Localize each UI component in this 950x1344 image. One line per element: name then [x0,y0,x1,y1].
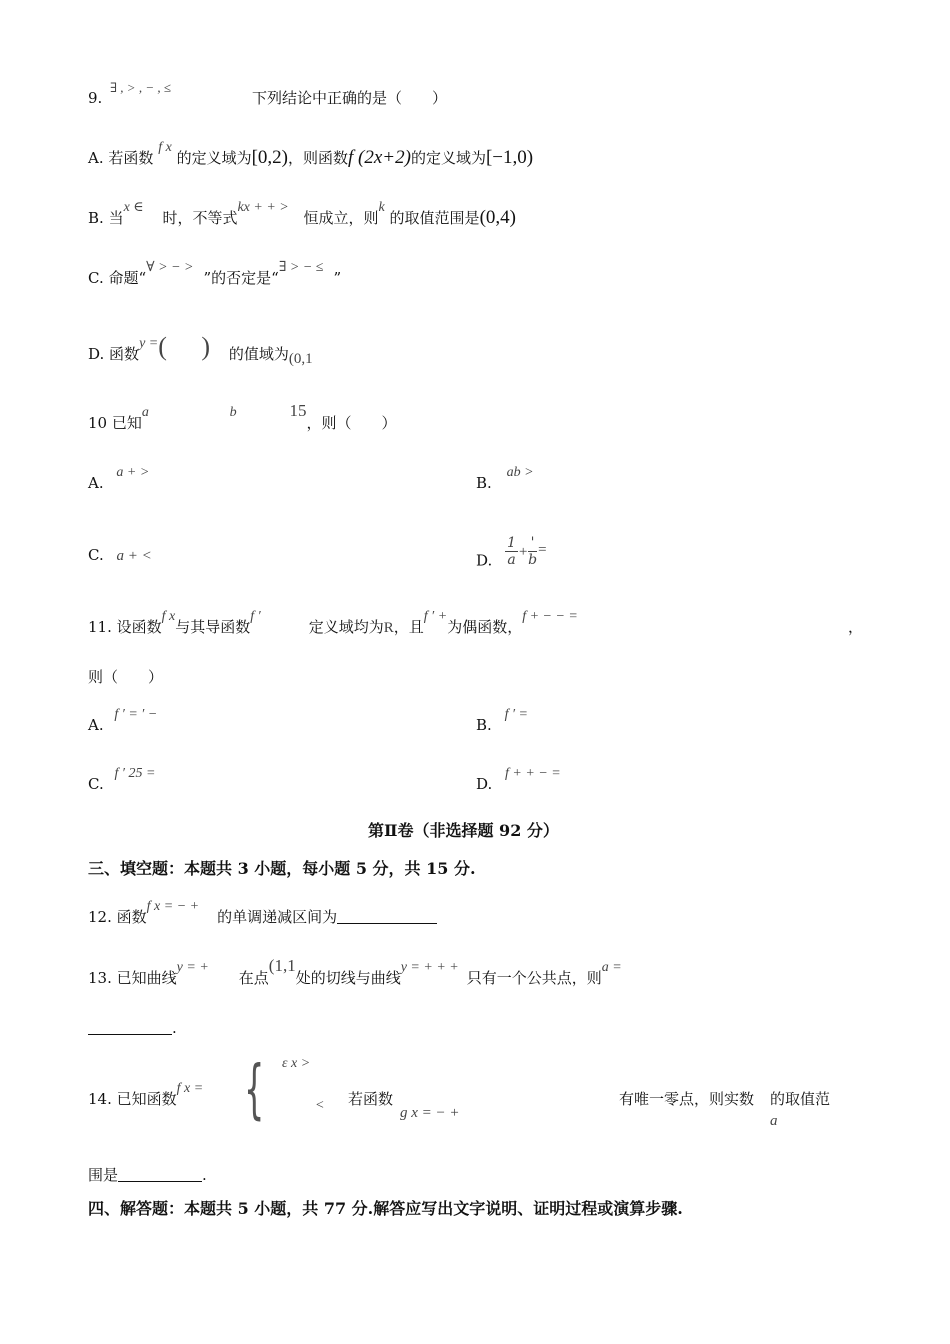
question-text: 函数 [116,908,147,926]
q10-option-c [88,545,152,566]
q9-option-a [88,140,534,170]
math: x ∈ [123,200,144,215]
fraction: $\frac{1}{a}$ [507,535,516,568]
math: f + + − = [505,766,561,781]
q14-answer-line: 围是 . [88,1166,207,1184]
math: y = + + + [400,960,459,975]
question-text: ，且 [393,618,424,636]
q12 [88,899,437,929]
option-label: C. [88,269,104,287]
math: f x = − + [146,899,200,914]
math: f ′ = ′ − [114,707,158,722]
q9-option-c [88,260,342,290]
q13 [88,956,622,990]
q14-math-g: g x = − + [400,1105,460,1121]
option-label: D. [476,775,493,793]
q9-option-b [88,200,516,230]
question-text: 的取值范 [770,1090,831,1108]
math: f (2x+2) [348,147,411,168]
math: f x [158,140,172,155]
question-text: 若函数 [348,1090,394,1108]
answer-blank[interactable] [337,909,437,924]
option-label: A. [88,716,104,734]
answer-blank[interactable] [118,1167,202,1182]
math: y = + [176,960,209,975]
math: ∀ > − > [146,260,194,275]
math: [0,2) [251,147,288,168]
question-number: 12. [88,908,112,926]
option-label: B. [88,209,104,227]
question-text: 为偶函数， [447,618,523,636]
question-text: 有唯一零点，则实数 [619,1090,755,1108]
math: (1,1 [268,956,296,975]
math: 15 [289,401,307,420]
answer-blank[interactable] [88,1020,172,1035]
piecewise-case-1: ε x > [282,1056,311,1071]
question-text: 已知函数 [116,1090,177,1108]
option-text: 的定义域为 [176,149,252,167]
question-number: 14. [88,1090,112,1108]
q14-stem-3 [619,1089,830,1109]
q10-option-d: D. $\frac{1}{a}$ + $\frac{'}{b}$ = [476,535,548,570]
math: [−1,0) [485,147,534,168]
q13-answer-line: . [88,1018,177,1038]
question-number: 11. [88,618,112,636]
question-text: 已知 [111,414,142,432]
question-text: 与其导函数 [175,618,251,636]
piecewise-case-2: < [315,1098,325,1113]
q14-var-a: a [770,1113,778,1129]
q11-stem [88,609,578,639]
option-text: ”的否定是“ [203,269,279,287]
option-text: ，则函数 [288,149,349,167]
math: R [383,620,394,636]
question-number: 13. [88,969,112,987]
question-text: 围是 [88,1166,119,1184]
option-text: 若函数 [108,149,154,167]
option-text: 函数 [109,345,140,363]
math: (0,4) [479,207,516,228]
math: ab > [506,465,534,480]
math: a + < [116,548,152,564]
section3-heading: 三、填空题：本题共 3 小题，每小题 5 分，共 15 分. [88,859,476,878]
part2-title: 第Ⅱ卷（非选择题 92 分） [368,821,559,840]
question-text: 只有一个公共点，则 [466,969,602,987]
q9-number: 9. [88,89,103,107]
option-text: 的定义域为 [410,149,486,167]
option-text: 的取值范围是 [389,209,480,227]
math: y = [139,336,159,351]
math: kx + + > [237,200,289,215]
q10-option-a [88,465,150,495]
q10-option-b [476,465,534,495]
option-text: 的值域为 [228,345,289,363]
question-text: 定义域均为 [308,618,384,636]
q11-then: 则（ ） [88,668,164,686]
option-label: C. [88,775,104,793]
q9-option-d [88,332,313,367]
question-text: 已知曲线 [116,969,177,987]
math: f ′ = [504,707,528,722]
q14-stem [88,1081,204,1111]
option-text: 命题“ [108,269,147,287]
question-text: 在点 [238,969,269,987]
option-label: D. [88,345,105,363]
piecewise-brace: { [244,1053,265,1127]
math: k [378,200,385,215]
q11-option-a [88,707,158,737]
question-text: 处的切线与曲线 [295,969,401,987]
q10-stem [88,401,397,435]
q11-comma: ， [848,618,864,636]
math: ∃ > − ≤ [278,260,324,275]
math: a = [601,960,622,975]
math: f ′ 25 = [114,766,156,781]
math: a [141,405,149,420]
math: f + − − = [522,609,578,624]
math: (0,1 [288,351,313,367]
question-text: 设函数 [116,618,162,636]
section4-heading: 四、解答题：本题共 5 小题，共 77 分.解答应写出文字说明、证明过程或演算步骤. [88,1199,683,1218]
option-label: B. [476,474,492,492]
question-text: 的单调递减区间为 [217,908,338,926]
math: f x = [176,1081,204,1096]
q11-option-d [476,766,561,796]
option-label: C. [88,546,104,564]
option-label: A. [88,474,104,492]
q14-stem-2 [348,1089,393,1109]
question-text: ，则（ ） [306,414,397,432]
option-text: 恒成立，则 [303,209,379,227]
math: f x [161,609,176,624]
fraction: $\frac{'}{b}$ [528,535,538,568]
option-label: D. [476,551,493,570]
math: ( ) [158,332,225,361]
question-number: 10 [88,414,108,432]
q11-option-c [88,766,156,796]
math: f ′ + [423,609,448,624]
q9-stem-text: 下列结论中正确的是（ ） [252,89,448,107]
math: a + > [116,465,150,480]
option-label: B. [476,716,492,734]
q9-stem-math: ∃ , > , − , ≤ [110,80,171,95]
math: f ′ [250,609,261,624]
math: b [229,405,237,420]
option-label: A. [88,149,104,167]
option-text: 时，不等式 [162,209,238,227]
option-text: ” [333,269,342,287]
option-text: 当 [108,209,124,227]
q11-option-b [476,707,528,737]
